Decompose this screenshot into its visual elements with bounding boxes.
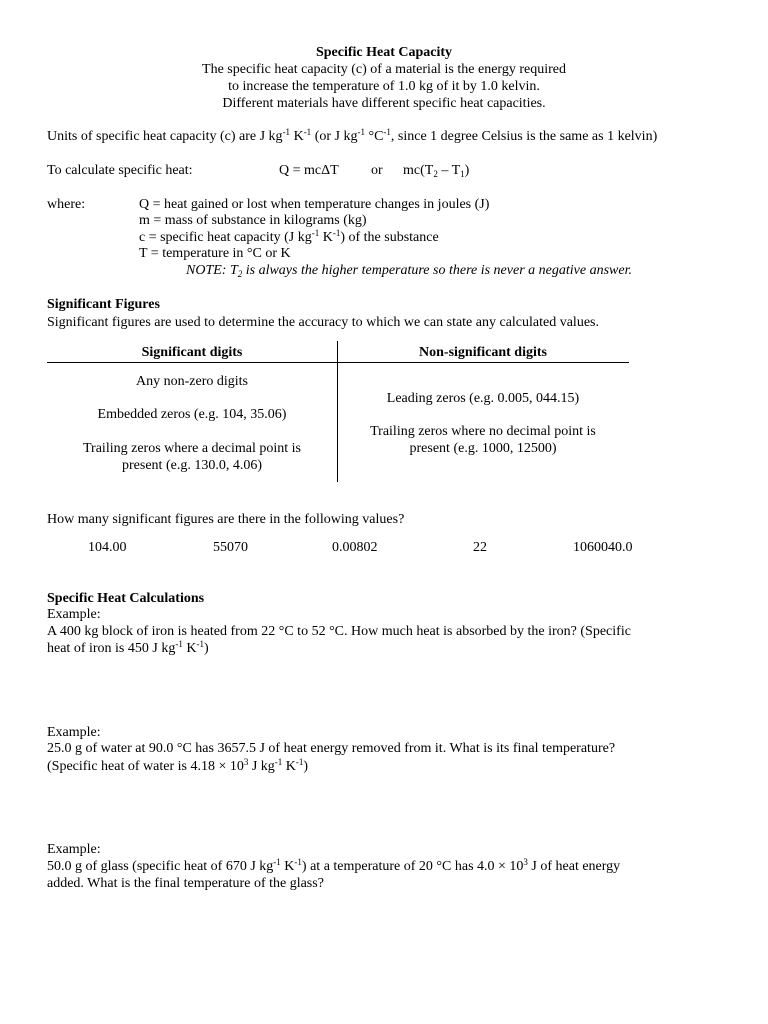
example-2-line-2: (Specific heat of water is $4.18 \times 10^3$ J $kg^{-1}$ $K^{-1}$) (47, 757, 309, 774)
table-cell-sig-3: Trailing zeros where a decimal point is present (e.g. 130.0, 4.06) (83, 441, 301, 473)
where-c: c = specific heat capacity (J $kg^{-1}$ $K^{-1}$) of the substance (139, 228, 439, 245)
example-2-label: Example: (47, 725, 101, 740)
where-t: T = temperature in °C or K (139, 246, 291, 261)
intro-line-1: The specific heat capacity (c) of a material is the energy required (202, 62, 566, 77)
where-m: m = mass of substance in kilograms (kg) (139, 213, 367, 228)
example-3-line-1: 50.0 g of glass (specific heat of 670 J $kg^{-1}$ $K^{-1}$) at a temperature of 20 °C has $4.0 \times 10^3$ J of heat energy (47, 857, 621, 874)
intro-line-2: to increase the temperature of 1.0 kg of it by 1.0 kelvin. (228, 79, 540, 94)
example-1-line-2: heat of iron is 450 J $kg^{-1}$ $K^{-1}$) (47, 639, 209, 656)
units-line: Units of specific heat capacity (c) are J $kg^{-1}$ $K^{-1}$ (or J $kg^{-1}$ $^\circ C^{-1}$, since 1 degree Celsius is the same as 1 kelvin) (47, 127, 658, 144)
sigfig-heading: Significant Figures (47, 297, 160, 312)
example-1-label: Example: (47, 607, 101, 622)
value-3: 0.00802 (332, 540, 378, 555)
formula-eq2: $mc(T_2 - T_1)$ (403, 163, 470, 179)
intro-line-3: Different materials have different specific heat capacities. (222, 96, 546, 111)
value-5: 1060040.0 (573, 540, 633, 555)
formula-label: To calculate specific heat: (47, 163, 193, 178)
note: NOTE: $T_2$ is always the higher temperature so there is never a negative answer. (186, 263, 632, 279)
table-header-significant: Significant digits (141, 345, 243, 360)
table-column-divider (337, 341, 338, 482)
page-title: Specific Heat Capacity (315, 45, 453, 60)
sigfig-question: How many significant figures are there in the following values? (47, 512, 405, 527)
value-1: 104.00 (88, 540, 127, 555)
table-header-nonsignificant: Non-significant digits (419, 345, 547, 360)
table-cell-nonsig-1: Leading zeros (e.g. 0.005, 044.15) (386, 391, 580, 406)
example-1-line-1: A 400 kg block of iron is heated from 22 °C to 52 °C. How much heat is absorbed by the iron? (Specific (47, 624, 631, 639)
formula-eq1: Q = mcΔT (279, 163, 339, 178)
value-2: 55070 (213, 540, 248, 555)
value-4: 22 (473, 540, 487, 555)
table-cell-sig-2: Embedded zeros (e.g. 104, 35.06) (97, 407, 287, 422)
table-cell-nonsig-2: Trailing zeros where no decimal point is present (e.g. 1000, 12500) (370, 424, 596, 456)
where-q: Q = heat gained or lost when temperature changes in joules (J) (139, 197, 490, 212)
formula-or: or (371, 163, 383, 178)
example-3-line-2: added. What is the final temperature of the glass? (47, 876, 324, 891)
sigfig-desc: Significant figures are used to determine the accuracy to which we can state any calculated values. (47, 315, 599, 330)
where-label: where: (47, 197, 86, 212)
example-3-label: Example: (47, 842, 101, 857)
example-2-line-1: 25.0 g of water at 90.0 °C has 3657.5 J of heat energy removed from it. What is its final temperature? (47, 741, 616, 756)
calc-heading: Specific Heat Calculations (47, 591, 205, 606)
table-header-rule (47, 362, 629, 363)
table-cell-sig-1: Any non-zero digits (136, 374, 248, 389)
